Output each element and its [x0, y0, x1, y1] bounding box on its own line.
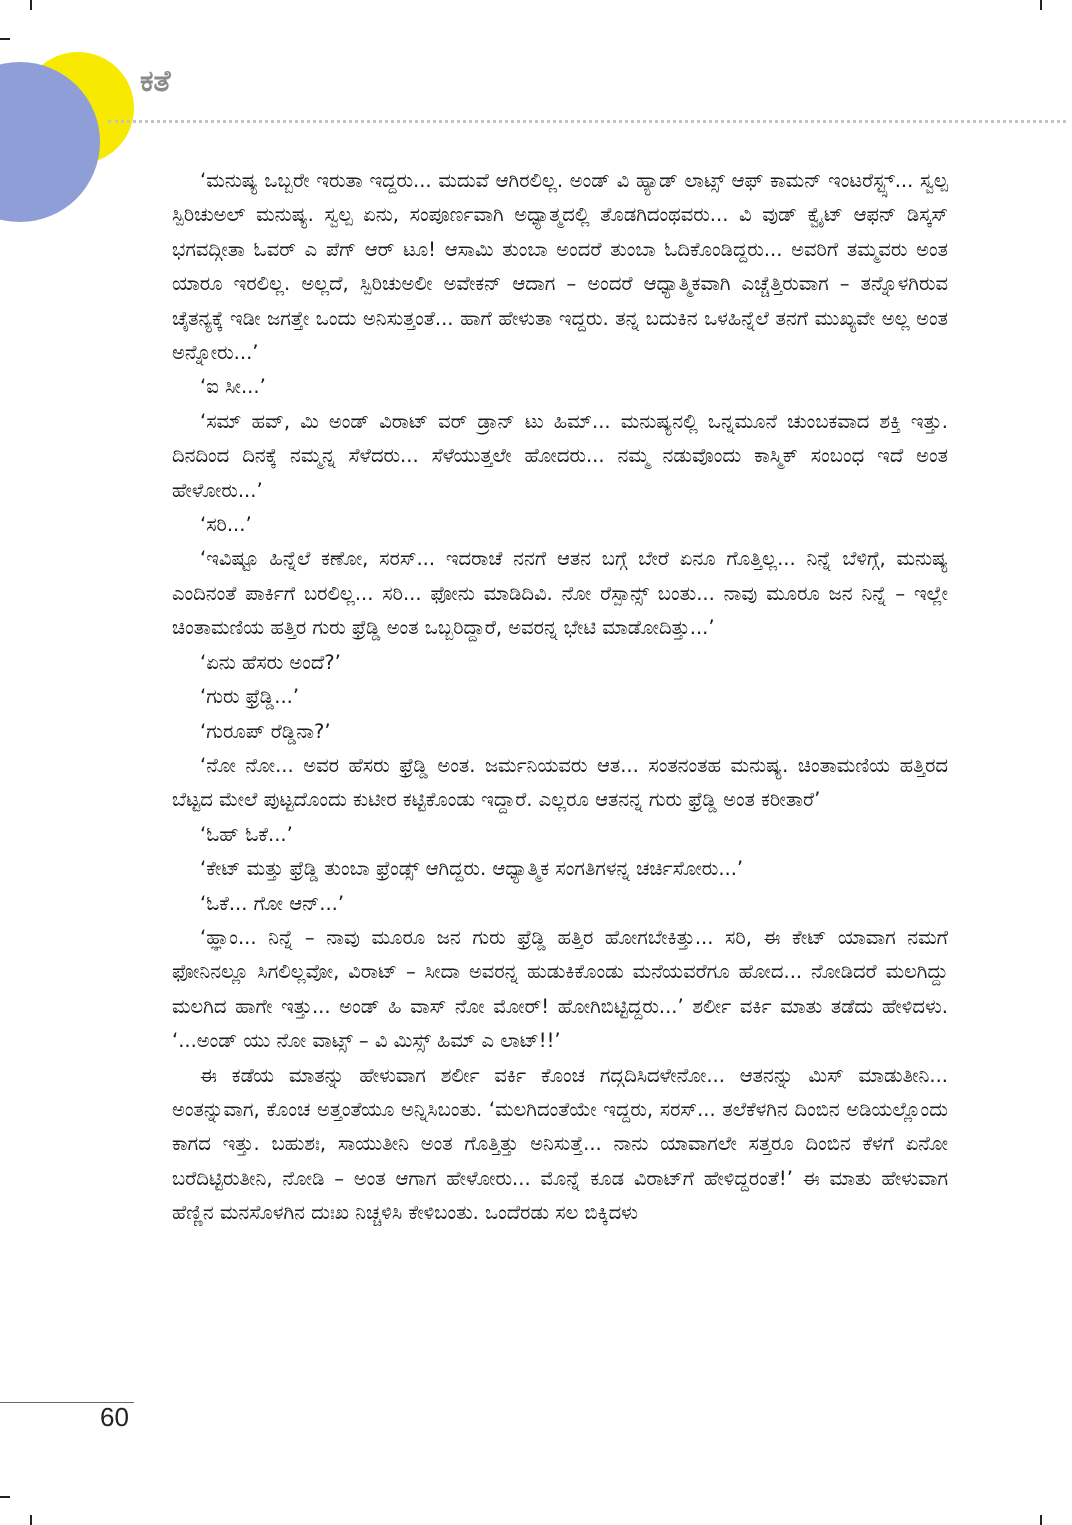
paragraph: ‘ಇವಿಷ್ಟೂ ಹಿನ್ನೆಲೆ ಕಣೋ, ಸರಸ್... ಇದರಾಚೆ ನನಗೆ ಆತನ ಬಗ್ಗೆ ಬೇರೆ ಏನೂ ಗೊತ್ತಿಲ್ಲ... ನಿನ್ನೆ ಬೆಳಿಗ್ಗೆ, ಮನುಷ್ಯ ಎಂದಿನಂತೆ ಪಾರ್ಕಿಗೆ ಬರಲಿಲ್ಲ... ಸರಿ... ಫೋನು ಮಾಡಿದಿವಿ. ನೋ ರೆಸ್ಪಾನ್ಸ್ ಬಂತು... ನಾವು ಮೂರೂ ಜನ ನಿನ್ನೆ – ಇಲ್ಲೇ ಚಿಂತಾಮಣಿಯ ಹತ್ತಿರ ಗುರು ಫ್ರೆಡ್ಡಿ ಅಂತ ಒಬ್ಬರಿದ್ದಾರೆ, ಅವರನ್ನ ಭೇಟಿ ಮಾಡೋದಿತ್ತು...’	[172, 547, 948, 640]
crop-mark	[30, 1515, 32, 1525]
section-title: ಕತೆ	[140, 64, 171, 99]
header-dotted-rule	[108, 120, 1066, 123]
page-number: 60	[100, 1402, 129, 1432]
crop-mark	[0, 38, 10, 40]
crop-mark	[1040, 1515, 1042, 1525]
paragraph: ‘ಕೇಟ್ ಮತ್ತು ಫ್ರೆಡ್ಡಿ ತುಂಬಾ ಫ್ರೆಂಡ್ಸ್ ಆಗಿದ್ದರು. ಆಧ್ಯಾತ್ಮಿಕ ಸಂಗತಿಗಳನ್ನ ಚರ್ಚಿಸೋರು...’	[200, 857, 744, 881]
paragraph: ‘ಸರಿ...’	[200, 513, 252, 537]
paragraph: ‘ಗುರು ಫ್ರೆಡ್ಡಿ...’	[200, 685, 300, 709]
paragraph: ‘ಐ ಸೀ...’	[200, 375, 266, 399]
paragraph: ‘ಓಕೆ... ಗೋ ಆನ್...’	[200, 891, 345, 915]
story-text	[172, 164, 948, 1231]
paragraph: ‘ಮನುಷ್ಯ ಒಬ್ಬರೇ ಇರುತಾ ಇದ್ದರು... ಮದುವೆ ಆಗಿರಲಿಲ್ಲ. ಅಂಡ್ ವಿ ಹ್ಯಾಡ್ ಲಾಟ್ಸ್ ಆಫ್ ಕಾಮನ್ ಇಂಟರೆಸ್ಟ್ಸ್... ಸ್ವಲ್ಪ ಸ್ಪಿರಿಚುಅಲ್ ಮನುಷ್ಯ. ಸ್ವಲ್ಪ ಏನು, ಸಂಪೂರ್ಣವಾಗಿ ಅಧ್ಯಾತ್ಮದಲ್ಲಿ ತೊಡಗಿದಂಥವರು... ವಿ ವುಡ್ ಕ್ವೈಟ್ ಆಫನ್ ಡಿಸ್ಕಸ್ ಭಗವದ್ಗೀತಾ ಓವರ್ ಎ ಪೆಗ್ ಆರ್ ಟೂ! ಆಸಾಮಿ ತುಂಬಾ ಅಂದರೆ ತುಂಬಾ ಓದಿಕೊಂಡಿದ್ದರು... ಅವರಿಗೆ ತಮ್ಮವರು ಅಂತ ಯಾರೂ ಇರಲಿಲ್ಲ. ಅಲ್ಲದೆ, ಸ್ಪಿರಿಚುಅಲೀ ಅವೇಕನ್ ಆದಾಗ – ಅಂದರೆ ಆಧ್ಯಾತ್ಮಿಕವಾಗಿ ಎಚ್ಚೆತ್ತಿರುವಾಗ – ತನ್ನೊಳಗಿರುವ ಚೈತನ್ಯಕ್ಕೆ ಇಡೀ ಜಗತ್ತೇ ಒಂದು ಅನಿಸುತ್ತಂತೆ... ಹಾಗೆ ಹೇಳುತಾ ಇದ್ದರು. ತನ್ನ ಬದುಕಿನ ಒಳಹಿನ್ನೆಲೆ ತನಗೆ ಮುಖ್ಯವೇ ಅಲ್ಲ ಅಂತ ಅನ್ನೋರು...’	[172, 169, 948, 365]
crop-mark	[1040, 0, 1042, 10]
crop-mark	[30, 0, 32, 10]
paragraph: ‘ಗುರೂಪ್ ರೆಡ್ಡಿನಾ?’	[200, 719, 331, 743]
paragraph: ‘ಹ್ಞಾಂ... ನಿನ್ನೆ – ನಾವು ಮೂರೂ ಜನ ಗುರು ಫ್ರೆಡ್ಡಿ ಹತ್ತಿರ ಹೋಗಬೇಕಿತ್ತು... ಸರಿ, ಈ ಕೇಟ್ ಯಾವಾಗ ನಮಗೆ ಫೋನಿನಲ್ಲೂ ಸಿಗಲಿಲ್ಲವೋ, ವಿರಾಟ್ – ಸೀದಾ ಅವರನ್ನ ಹುಡುಕಿಕೊಂಡು ಮನೆಯವರೆಗೂ ಹೋದ... ನೋಡಿದರೆ ಮಲಗಿದ್ದು ಮಲಗಿದ ಹಾಗೇ ಇತ್ತು... ಅಂಡ್ ಹಿ ವಾಸ್ ನೋ ಮೋರ್! ಹೋಗಿಬಿಟ್ಟಿದ್ದರು...’ ಶರ್ಲೀ ವರ್ಕಿ ಮಾತು ತಡೆದು ಹೇಳಿದಳು. ‘...ಅಂಡ್ ಯು ನೋ ವಾಟ್ಸ್ – ವಿ ಮಿಸ್ಸ್ ಹಿಮ್ ಎ ಲಾಟ್!!’	[172, 925, 948, 1053]
paragraph: ‘ಓಹ್ ಓಕೆ...’	[200, 822, 293, 846]
paragraph: ‘ಏನು ಹೆಸರು ಅಂದೆ?’	[200, 650, 341, 674]
paragraph: ‘ನೋ ನೋ... ಅವರ ಹೆಸರು ಫ್ರೆಡ್ಡಿ ಅಂತ. ಜರ್ಮನಿಯವರು ಆತ... ಸಂತನಂತಹ ಮನುಷ್ಯ. ಚಿಂತಾಮಣಿಯ ಹತ್ತಿರದ ಬೆಟ್ಟದ ಮೇಲೆ ಪುಟ್ಟದೊಂದು ಕುಟೀರ ಕಟ್ಟಿಕೊಂಡು ಇದ್ದಾರೆ. ಎಲ್ಲರೂ ಆತನನ್ನ ಗುರು ಫ್ರೆಡ್ಡಿ ಅಂತ ಕರೀತಾರೆ’	[172, 753, 948, 812]
paragraph: ಈ ಕಡೆಯ ಮಾತನ್ನು ಹೇಳುವಾಗ ಶರ್ಲೀ ವರ್ಕಿ ಕೊಂಚ ಗದ್ಗದಿಸಿದಳೇನೋ... ಆತನನ್ನು ಮಿಸ್ ಮಾಡುತೀನಿ... ಅಂತನ್ನುವಾಗ, ಕೊಂಚ ಅತ್ತಂತೆಯೂ ಅನ್ನಿಸಿಬಂತು. ‘ಮಲಗಿದಂತೆಯೇ ಇದ್ದರು, ಸರಸ್... ತಲೆಕೆಳಗಿನ ದಿಂಬಿನ ಅಡಿಯಲ್ಲೊಂದು ಕಾಗದ ಇತ್ತು. ಬಹುಶಃ, ಸಾಯುತೀನಿ ಅಂತ ಗೊತ್ತಿತ್ತು ಅನಿಸುತ್ತೆ... ನಾನು ಯಾವಾಗಲೇ ಸತ್ತರೂ ದಿಂಬಿನ ಕೆಳಗೆ ಏನೋ ಬರೆದಿಟ್ಟಿರುತೀನಿ, ನೋಡಿ – ಅಂತ ಆಗಾಗ ಹೇಳೋರು... ಮೊನ್ನೆ ಕೂಡ ವಿರಾಟ್‌ಗೆ ಹೇಳಿದ್ದರಂತೆ!’ ಈ ಮಾತು ಹೇಳುವಾಗ ಹೆಣ್ಣಿನ ಮನಸೊಳಗಿನ ದುಃಖ ನಿಚ್ಚಳಿಸಿ ಕೇಳಿಬಂತು. ಒಂದೆರಡು ಸಲ ಬಿಕ್ಕಿದಳು	[172, 1063, 948, 1225]
paragraph: ‘ಸಮ್ ಹವ್, ಮಿ ಅಂಡ್ ವಿರಾಟ್ ವರ್ ಡ್ರಾನ್ ಟು ಹಿಮ್... ಮನುಷ್ಯನಲ್ಲಿ ಒನ್ನಮೂನೆ ಚುಂಬಕವಾದ ಶಕ್ತಿ ಇತ್ತು. ದಿನದಿಂದ ದಿನಕ್ಕೆ ನಮ್ಮನ್ನ ಸೆಳೆದರು... ಸೆಳೆಯುತ್ತಲೇ ಹೋದರು... ನಮ್ಮ ನಡುವೊಂದು ಕಾಸ್ಮಿಕ್ ಸಂಬಂಧ ಇದೆ ಅಂತ ಹೇಳೋರು...’	[172, 409, 948, 502]
crop-mark	[0, 1496, 10, 1498]
